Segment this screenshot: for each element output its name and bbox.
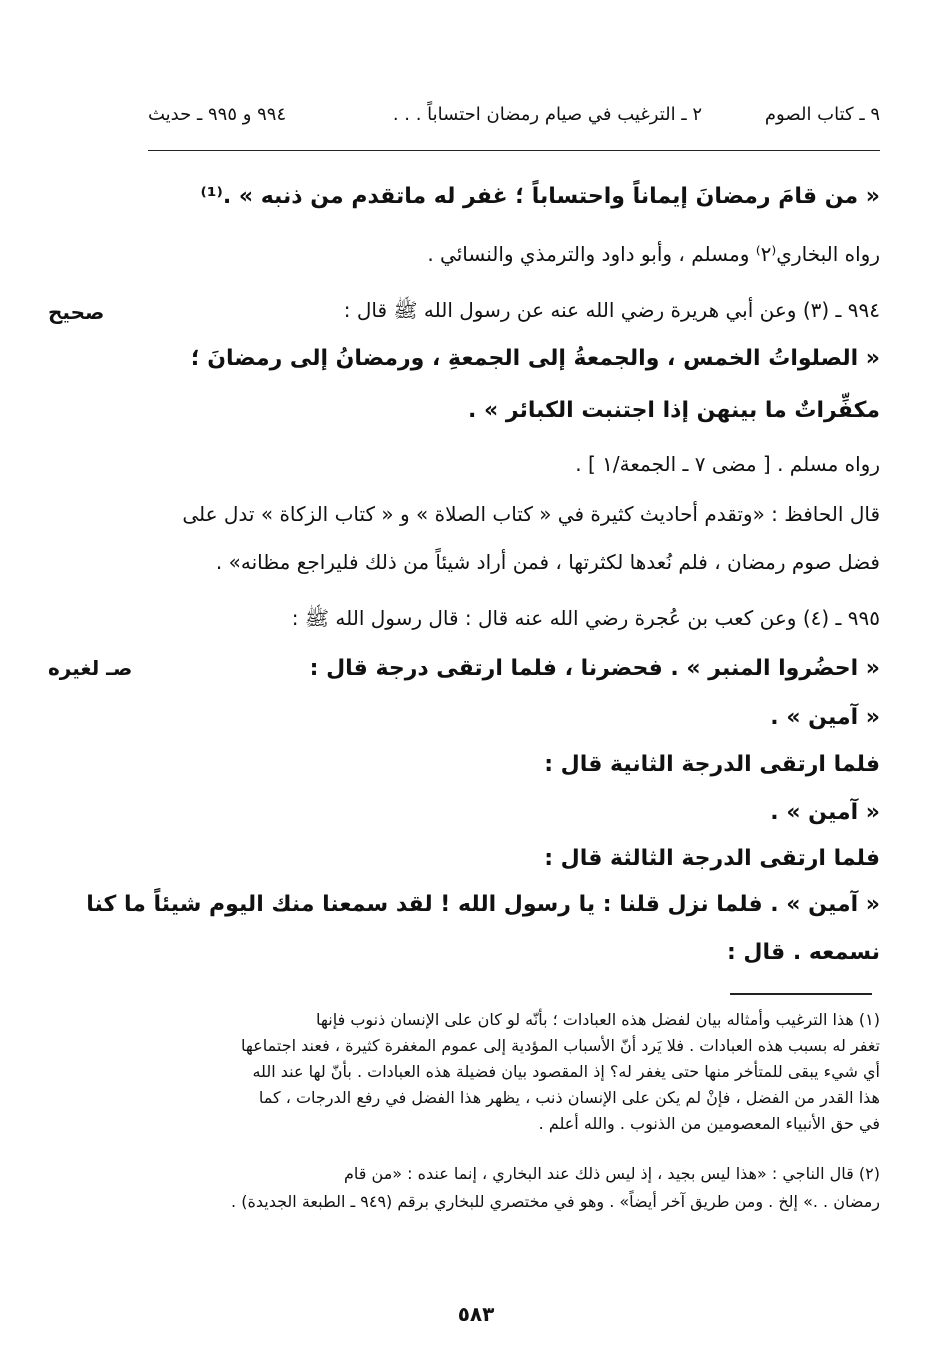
hadith-995-heading: ٩٩٥ ـ (٤) وعن كعب بن عُجرة رضي الله عنه قال : قال رسول الله ﷺ : <box>291 606 880 630</box>
narration-line: رواه مسلم . [ مضى ٧ ـ الجمعة/١ ] . <box>575 452 880 476</box>
hadith-text-line: « آمين » . <box>770 705 880 730</box>
footnote-line: هذا القدر من الفضل ، فإنْ لم يكن على الإنسان ذنب ، يظهر هذا الفضل في رفع الدرجات ، كما <box>258 1088 880 1107</box>
footnote-line: (١) هذا الترغيب وأمثاله بيان لفضل هذه العبادات ؛ بأنّه لو كان على الإنسان ذنوب فإنها <box>316 1010 880 1029</box>
running-header <box>148 100 880 134</box>
narration-line: رواه البخاري⁽٢⁾ ومسلم ، وأبو داود والترمذي والنسائي . <box>427 242 880 266</box>
hadith-text-line: « آمين » . <box>770 800 880 825</box>
footnote-line: (٢) قال الناجي : «هذا ليس بجيد ، إذ ليس ذلك عند البخاري ، إنما عنده : «من قام <box>344 1164 880 1183</box>
grade-label-995: صـ لغيره <box>48 656 133 680</box>
hadith-994-heading: ٩٩٤ ـ (٣) وعن أبي هريرة رضي الله عنه عن رسول الله ﷺ قال : <box>343 298 880 322</box>
commentary-line: قال الحافظ : «وتقدم أحاديث كثيرة في « كتاب الصلاة » و « كتاب الزكاة » تدل على <box>182 502 880 526</box>
header-chapter: ٩ ـ كتاب الصوم <box>764 104 880 125</box>
page-number: ٥٨٣ <box>457 1302 495 1326</box>
hadith-text-line: فلما ارتقى الدرجة الثانية قال : <box>544 752 880 777</box>
hadith-text-line: « آمين » . فلما نزل قلنا : يا رسول الله ! لقد سمعنا منك اليوم شيئاً ما كنا <box>86 892 880 917</box>
header-hadith-range: ٩٩٤ و ٩٩٥ ـ حديث <box>148 104 287 125</box>
grade-label-994: صحيح <box>48 300 105 324</box>
footnote-rule <box>730 993 872 995</box>
footnote-line: تغفر له بسبب هذه العبادات . فلا يَرد أنّ الأسباب المؤدية إلى عموم المغفرة كثيرة ، فعند اجتماعها <box>240 1036 880 1055</box>
hadith-text-line: فلما ارتقى الدرجة الثالثة قال : <box>544 846 880 871</box>
commentary-line: فضل صوم رمضان ، فلم نُعدها لكثرتها ، فمن أراد شيئاً من ذلك فليراجع مظانه» . <box>215 550 880 574</box>
hadith-text-line: مكفِّراتٌ ما بينهن إذا اجتنبت الكبائر » . <box>468 398 880 423</box>
header-section: ٢ ـ الترغيب في صيام رمضان احتساباً . . . <box>392 104 702 125</box>
footnote-line: أي شيء يبقى للمتأخر منها حتى يغفر له؟ إذ المقصود بيان فضيلة هذه العبادات . بأنّ لها عند الله <box>252 1062 880 1081</box>
footnote-line: في حق الأنبياء المعصومين من الذنوب . والله أعلم . <box>538 1114 880 1133</box>
hadith-text-line: « احضُروا المنبر » . فحضرنا ، فلما ارتقى درجة قال : <box>309 656 880 681</box>
header-rule <box>148 150 880 151</box>
hadith-text-line: « من قامَ رمضانَ إيماناً واحتساباً ؛ غفر له ماتقدم من ذنبه » .⁽¹⁾ <box>200 184 880 209</box>
hadith-text-line: نسمعه . قال : <box>726 940 880 965</box>
footnote-line: رمضان . .» إلخ . ومن طريق آخر أيضاً» . وهو في مختصري للبخاري برقم (٩٤٩ ـ الطبعة الجديدة) . <box>231 1192 880 1211</box>
hadith-text-line: « الصلواتُ الخمس ، والجمعةُ إلى الجمعةِ ، ورمضانُ إلى رمضانَ ؛ <box>190 346 880 371</box>
